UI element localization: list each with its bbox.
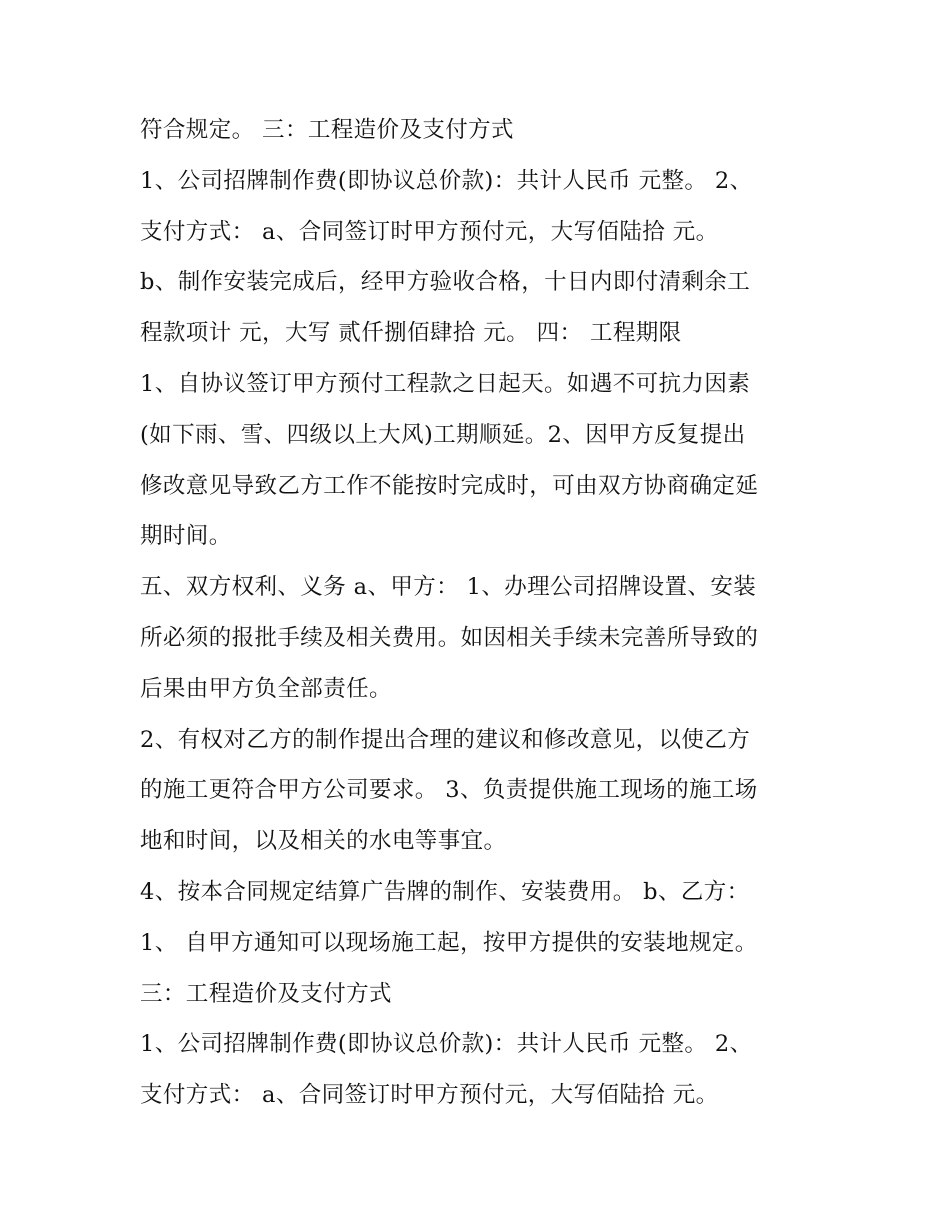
text-line: 4、按本合同规定结算广告牌的制作、安装费用。 b、乙方： [140,878,750,905]
text-line: (如下雨、雪、四级以上大风)工期顺延。2、因甲方反复提出 [140,421,746,448]
text-line: 支付方式： a、合同签订时甲方预付元，大写佰陆拾 元。 [140,218,719,245]
document-body [140,105,830,1121]
text-line: 1、 自甲方通知可以现场施工起，按甲方提供的安装地规定。 [140,929,758,956]
text-line: 1、公司招牌制作费(即协议总价款)：共计人民币 元整。 2、 [140,1031,753,1058]
text-line: 程款项计 元，大写 贰仟捌佰肆拾 元。 四： 工程期限 [140,320,682,347]
text-line: 期时间。 [140,523,232,550]
text-line: 支付方式： a、合同签订时甲方预付元，大写佰陆拾 元。 [140,1082,719,1109]
text-line: 2、有权对乙方的制作提出合理的建议和修改意见，以使乙方 [140,726,751,753]
text-line: 所必须的报批手续及相关费用。如因相关手续未完善所导致的 [140,624,759,651]
text-line: 三：工程造价及支付方式 [140,980,392,1007]
text-line: 后果由甲方负全部责任。 [140,675,392,702]
text-line: 五、双方权利、义务 a、甲方： 1、办理公司招牌设置、安装 [140,574,757,601]
text-line: b、制作安装完成后，经甲方验收合格，十日内即付清剩余工 [140,269,751,296]
text-line: 1、自协议签订甲方预付工程款之日起天。如遇不可抗力因素 [140,370,751,397]
text-line: 修改意见导致乙方工作不能按时完成时，可由双方协商确定延 [140,472,759,499]
text-line: 1、公司招牌制作费(即协议总价款)：共计人民币 元整。 2、 [140,167,753,194]
text-line: 的施工更符合甲方公司要求。 3、负责提供施工现场的施工场 [140,777,758,804]
text-line: 符合规定。 三：工程造价及支付方式 [140,117,514,143]
text-line: 地和时间，以及相关的水电等事宜。 [140,828,507,855]
